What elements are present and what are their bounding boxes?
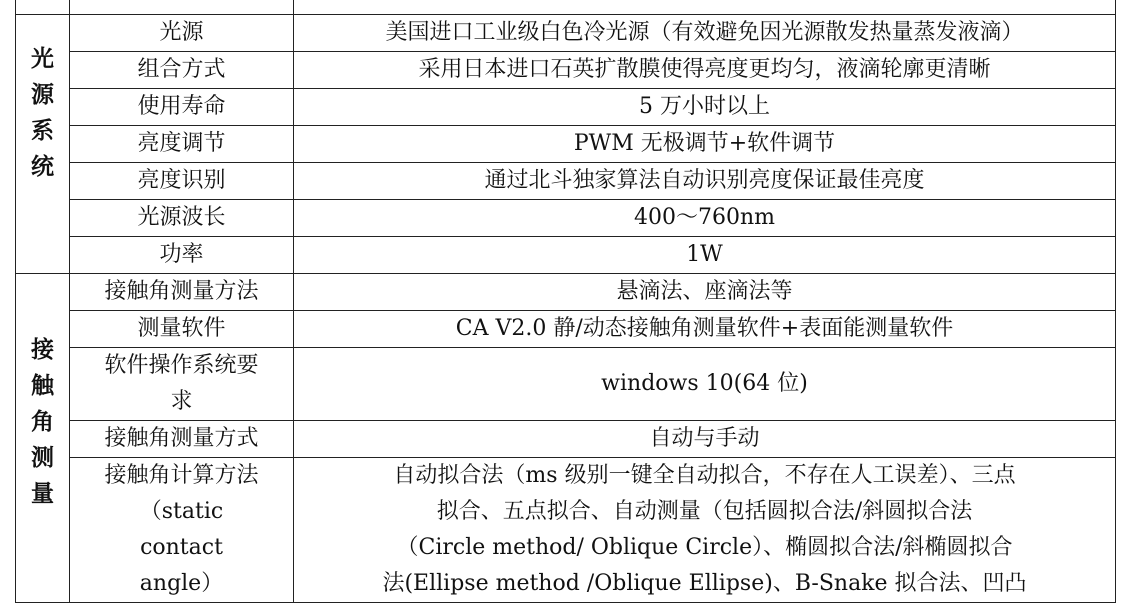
param-value: 400～760nm xyxy=(294,200,1116,237)
table-row xyxy=(16,348,1116,421)
param-value-line: （Circle method/ Oblique Circle）、椭圆拟合法/斜椭圆拟合 xyxy=(396,535,1013,560)
spec-table xyxy=(15,0,1116,603)
param-name-line: 接触角计算方法 xyxy=(104,463,259,488)
param-name: 功率 xyxy=(70,237,294,274)
category-char: 统 xyxy=(31,153,54,180)
param-value-line: 拟合、五点拟合、自动测量（包括圆拟合法/斜圆拟合法 xyxy=(436,499,973,524)
category-char: 光 xyxy=(31,45,54,72)
param-value-line: 法(Ellipse method /Oblique Ellipse)、B-Snake 拟合法、凹凸 xyxy=(382,571,1027,596)
table-row xyxy=(16,0,1116,15)
param-name-line: （static xyxy=(139,499,224,524)
param-name-line: angle） xyxy=(139,571,224,596)
param-value: 5 万小时以上 xyxy=(294,89,1116,126)
param-value: 悬滴法、座滴法等 xyxy=(294,274,1116,311)
param-name: 使用寿命 xyxy=(70,89,294,126)
category-char: 源 xyxy=(31,81,54,108)
table-row xyxy=(16,163,1116,200)
category-char: 测 xyxy=(31,444,54,471)
param-name xyxy=(70,458,294,603)
category-char: 系 xyxy=(31,117,54,144)
empty-cell xyxy=(16,0,70,15)
param-value-line: 自动拟合法（ms 级别一键全自动拟合，不存在人工误差）、三点 xyxy=(393,463,1016,488)
table-row xyxy=(16,89,1116,126)
param-value: windows 10(64 位) xyxy=(294,348,1116,421)
param-value xyxy=(294,458,1116,603)
param-name-line: contact xyxy=(140,535,223,560)
table-row xyxy=(16,126,1116,163)
param-value: 美国进口工业级白色冷光源（有效避免因光源散发热量蒸发液滴） xyxy=(294,15,1116,52)
category-char: 量 xyxy=(31,480,54,507)
param-value: 通过北斗独家算法自动识别亮度保证最佳亮度 xyxy=(294,163,1116,200)
table-row xyxy=(16,15,1116,52)
param-value: 自动与手动 xyxy=(294,421,1116,458)
table-row xyxy=(16,458,1116,603)
param-name: 亮度识别 xyxy=(70,163,294,200)
param-name: 光源波长 xyxy=(70,200,294,237)
category-char: 触 xyxy=(31,372,54,399)
param-name: 接触角测量方法 xyxy=(70,274,294,311)
table-row xyxy=(16,52,1116,89)
table-row xyxy=(16,237,1116,274)
param-name-line: 求 xyxy=(170,389,193,414)
table-row xyxy=(16,421,1116,458)
category-char: 角 xyxy=(31,408,54,435)
param-value: PWM 无极调节+软件调节 xyxy=(294,126,1116,163)
param-value: CA V2.0 静/动态接触角测量软件+表面能测量软件 xyxy=(294,311,1116,348)
param-value: 1W xyxy=(294,237,1116,274)
param-name: 接触角测量方式 xyxy=(70,421,294,458)
category-char: 接 xyxy=(31,336,54,363)
table-row xyxy=(16,274,1116,311)
table-row xyxy=(16,311,1116,348)
table-row xyxy=(16,200,1116,237)
param-name: 亮度调节 xyxy=(70,126,294,163)
category-contact-angle xyxy=(16,274,70,603)
empty-cell xyxy=(294,0,1116,15)
empty-cell xyxy=(70,0,294,15)
category-light-system xyxy=(16,15,70,274)
param-name xyxy=(70,348,294,421)
param-name: 光源 xyxy=(70,15,294,52)
param-value: 采用日本进口石英扩散膜使得亮度更均匀，液滴轮廓更清晰 xyxy=(294,52,1116,89)
param-name: 测量软件 xyxy=(70,311,294,348)
param-name-line: 软件操作系统要 xyxy=(104,353,259,378)
param-name: 组合方式 xyxy=(70,52,294,89)
